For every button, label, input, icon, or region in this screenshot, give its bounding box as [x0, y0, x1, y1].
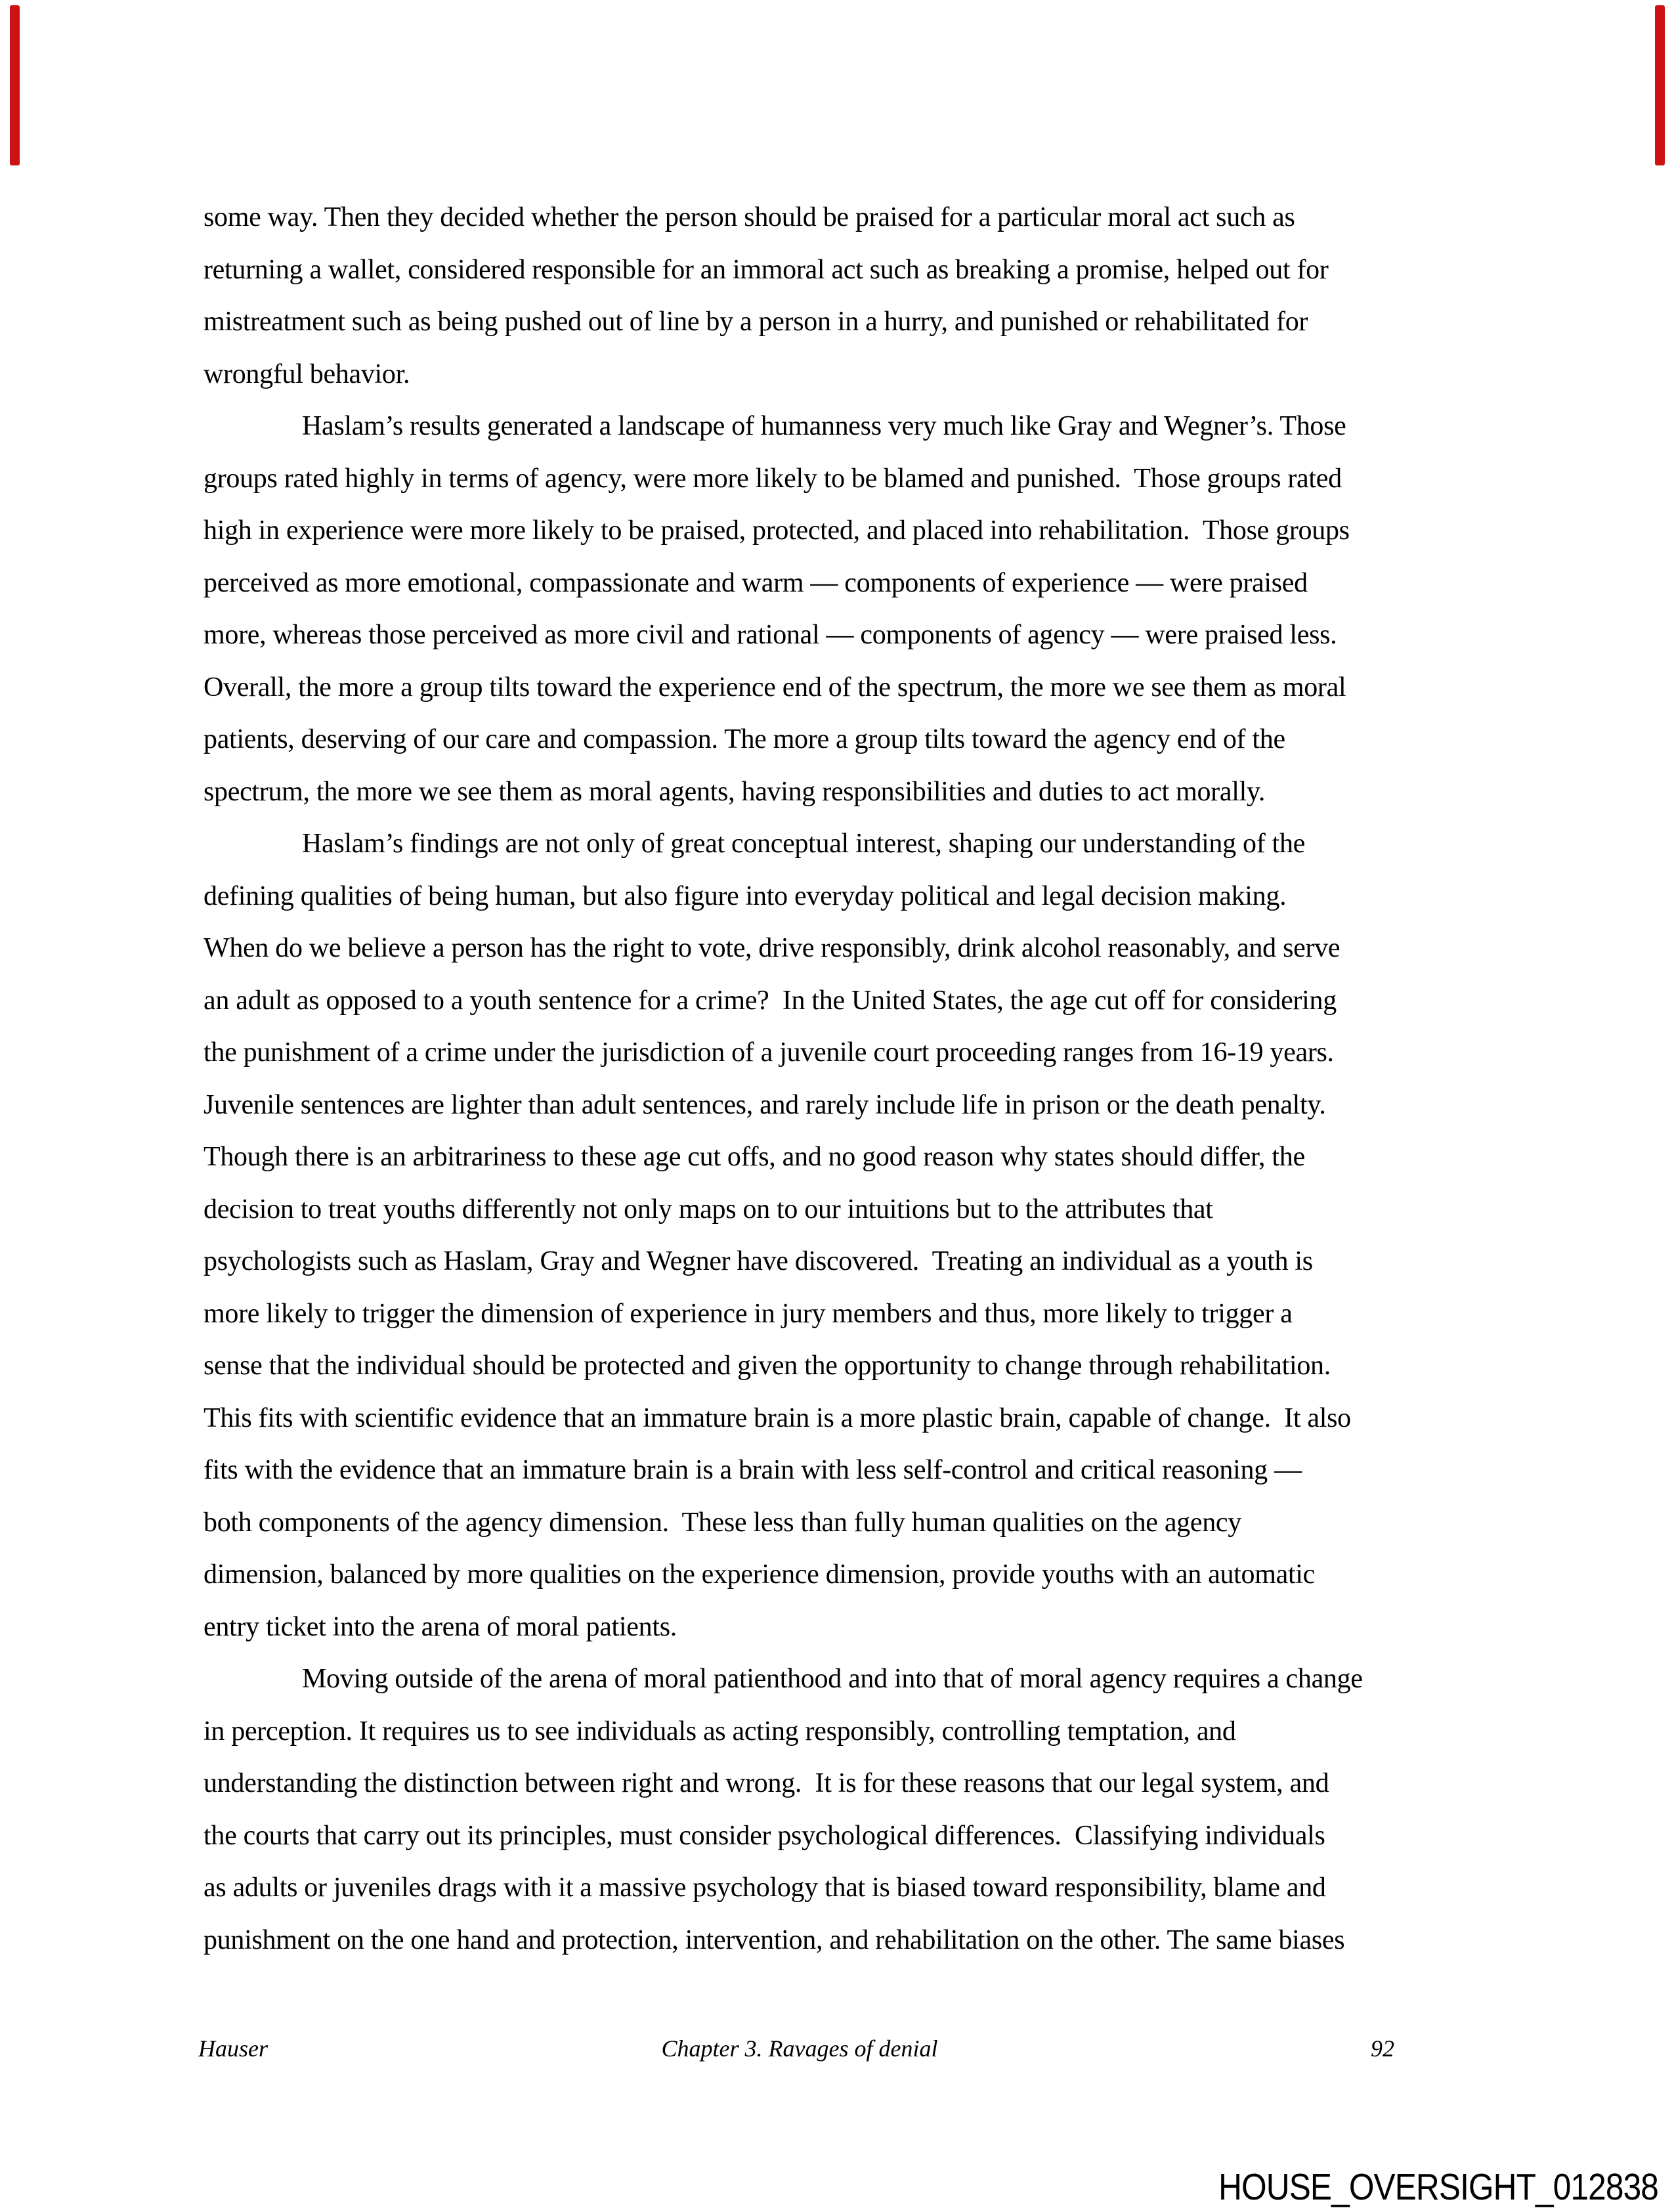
- red-edge-mark-left: [10, 5, 20, 165]
- body-text: [204, 192, 1516, 1966]
- footer-page-number: 92: [1371, 2035, 1394, 2062]
- footer-author: Hauser: [198, 2035, 268, 2062]
- body-line: understanding the distinction between right and wrong. It is for these reasons that our legal system, and: [204, 1768, 1329, 1798]
- body-line: groups rated highly in terms of agency, were more likely to be blamed and punished. Those groups rated: [204, 463, 1342, 494]
- body-line: patients, deserving of our care and compassion. The more a group tilts toward the agency end of the: [204, 724, 1285, 754]
- body-line: Overall, the more a group tilts toward the experience end of the spectrum, the more we see them as moral: [204, 672, 1346, 703]
- body-line: an adult as opposed to a youth sentence for a crime? In the United States, the age cut off for considering: [204, 985, 1337, 1016]
- body-line: Moving outside of the arena of moral patienthood and into that of moral agency requires a change: [302, 1664, 1363, 1694]
- body-line: fits with the evidence that an immature brain is a brain with less self-control and critical reasoning —: [204, 1455, 1302, 1485]
- body-line: spectrum, the more we see them as moral agents, having responsibilities and duties to act morally.: [204, 776, 1266, 807]
- body-line: decision to treat youths differently not only maps on to our intuitions but to the attributes that: [204, 1194, 1213, 1225]
- body-line: returning a wallet, considered responsible for an immoral act such as breaking a promise, helped out for: [204, 254, 1329, 285]
- body-line: mistreatment such as being pushed out of line by a person in a hurry, and punished or rehabilitated for: [204, 307, 1308, 337]
- body-line: as adults or juveniles drags with it a massive psychology that is biased toward responsibility, blame and: [204, 1873, 1326, 1903]
- body-line: When do we believe a person has the right to vote, drive responsibly, drink alcohol reasonably, and serve: [204, 933, 1341, 963]
- body-line: wrongful behavior.: [204, 358, 410, 389]
- body-line: entry ticket into the arena of moral patients.: [204, 1611, 677, 1642]
- body-line: Haslam’s results generated a landscape of humanness very much like Gray and Wegner’s. Those: [302, 411, 1346, 441]
- body-line: psychologists such as Haslam, Gray and Wegner have discovered. Treating an individual as a youth is: [204, 1246, 1313, 1276]
- body-line: Haslam’s findings are not only of great conceptual interest, shaping our understanding of the: [302, 829, 1306, 859]
- body-line: more, whereas those perceived as more civil and rational — components of agency — were praised less.: [204, 620, 1337, 650]
- footer-chapter-title: Chapter 3. Ravages of denial: [661, 2035, 938, 2062]
- red-edge-mark-right: [1655, 5, 1665, 165]
- bates-stamp: HOUSE_OVERSIGHT_012838: [1218, 2166, 1658, 2208]
- body-line: This fits with scientific evidence that an immature brain is a more plastic brain, capable of change. It also: [204, 1402, 1351, 1433]
- body-line: the courts that carry out its principles, must consider psychological differences. Classifying individuals: [204, 1820, 1325, 1851]
- body-line: sense that the individual should be protected and given the opportunity to change through rehabilitation.: [204, 1351, 1331, 1381]
- body-line: in perception. It requires us to see individuals as acting responsibly, controlling temptation, and: [204, 1716, 1236, 1746]
- body-line: more likely to trigger the dimension of experience in jury members and thus, more likely to trigger a: [204, 1298, 1293, 1329]
- body-line: both components of the agency dimension. These less than fully human qualities on the agency: [204, 1507, 1241, 1538]
- body-line: high in experience were more likely to be praised, protected, and placed into rehabilitation. Those groups: [204, 515, 1350, 546]
- body-line: punishment on the one hand and protection, intervention, and rehabilitation on the other. The same biases: [204, 1924, 1345, 1955]
- body-line: Juvenile sentences are lighter than adult sentences, and rarely include life in prison or the death penalty.: [204, 1089, 1326, 1120]
- body-line: dimension, balanced by more qualities on the experience dimension, provide youths with an automatic: [204, 1559, 1316, 1590]
- body-line: some way. Then they decided whether the person should be praised for a particular moral act such as: [204, 202, 1295, 232]
- body-line: the punishment of a crime under the jurisdiction of a juvenile court proceeding ranges from 16-19 years.: [204, 1037, 1334, 1068]
- page-footer: [0, 2032, 1674, 2065]
- body-line: Though there is an arbitrariness to these age cut offs, and no good reason why states should differ, the: [204, 1142, 1305, 1172]
- body-line: perceived as more emotional, compassionate and warm — components of experience — were praised: [204, 567, 1308, 598]
- body-line: defining qualities of being human, but also figure into everyday political and legal decision making.: [204, 880, 1287, 911]
